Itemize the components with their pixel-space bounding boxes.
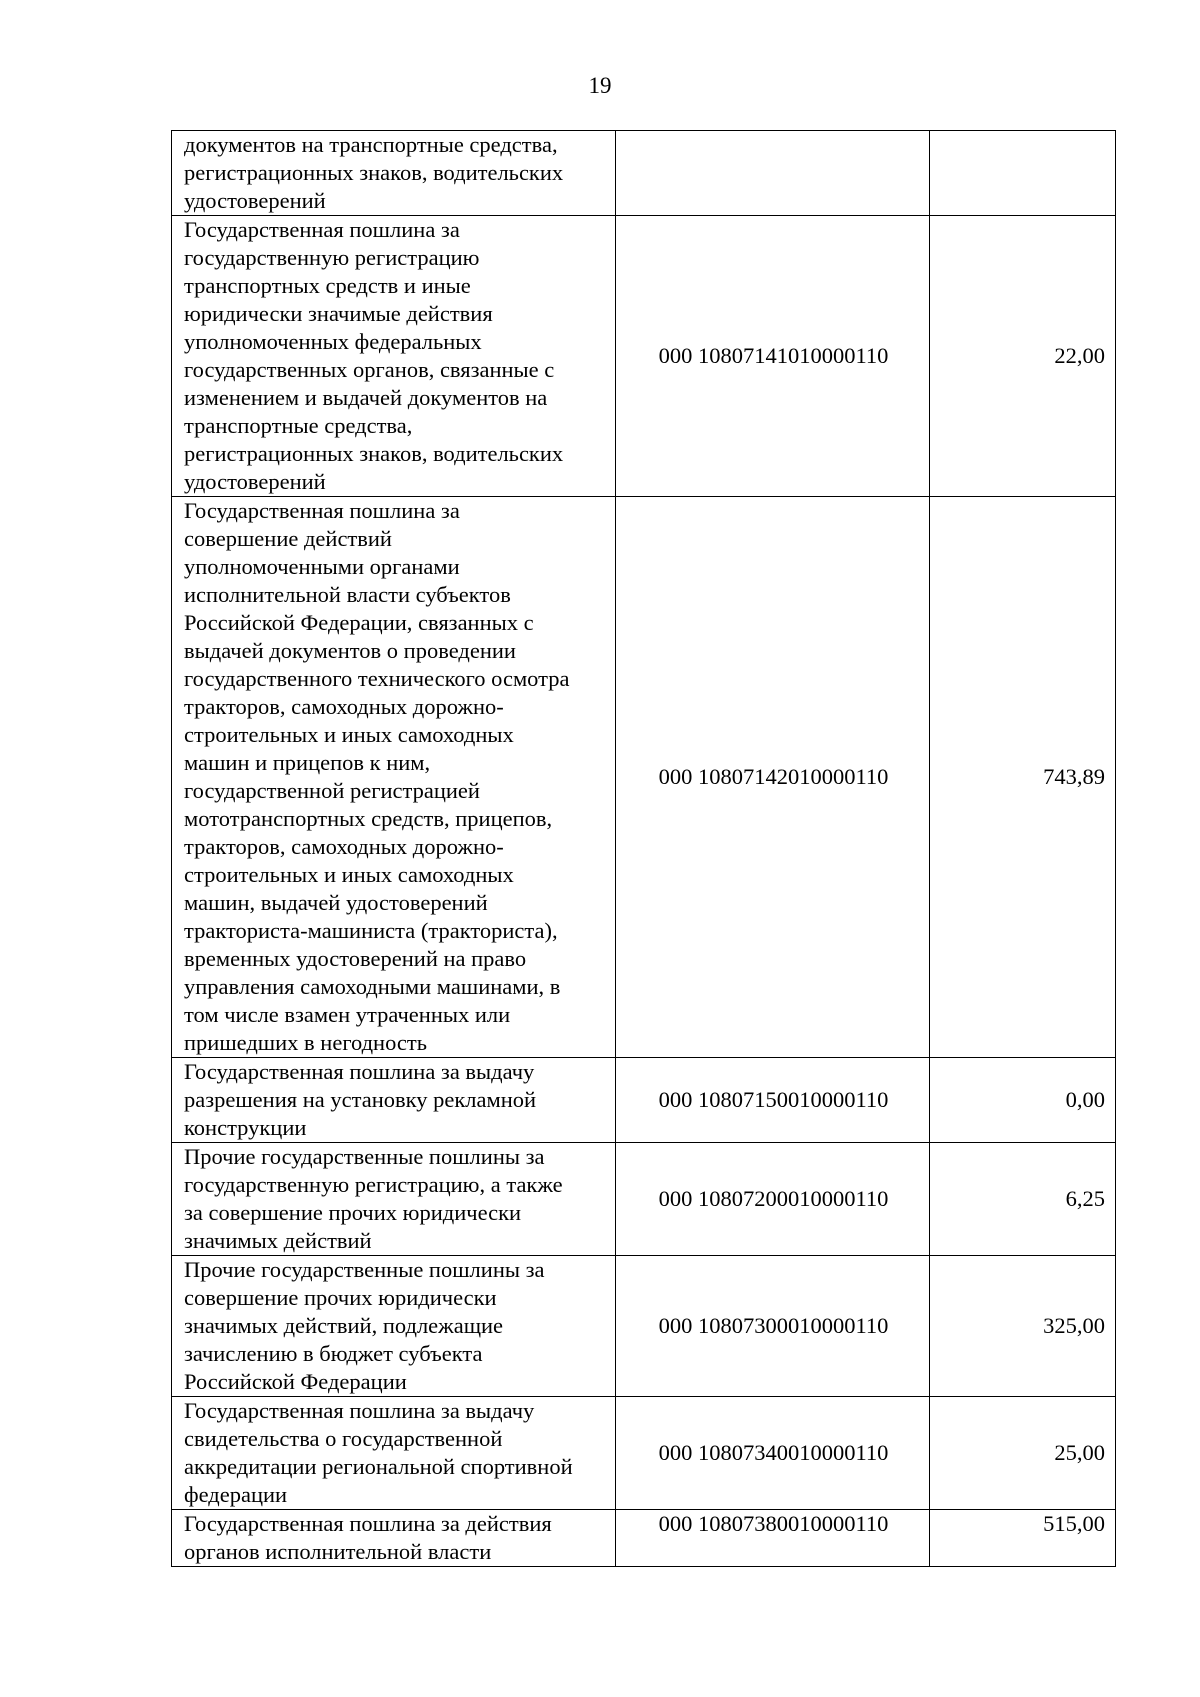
table-row xyxy=(172,131,1116,216)
revenue-code-cell: 000 10807141010000110 xyxy=(616,216,930,497)
revenue-sum-cell: 743,89 xyxy=(930,497,1116,1058)
page-number: 19 xyxy=(588,73,612,98)
revenue-code-cell: 000 10807200010000110 xyxy=(616,1143,930,1256)
revenue-name-cell: Государственная пошлина за государственную регистрацию транспортных средств и иные юридически значимые действия уполномоченных федеральных государственных органов, связанные с изменением и выдачей документов на транспортные средства, регистрационных знаков, водительских удостоверений xyxy=(172,216,616,497)
revenue-sum-cell xyxy=(930,131,1116,216)
revenue-name-cell: Государственная пошлина за выдачу свидетельства о государственной аккредитации региональной спортивной федерации xyxy=(172,1397,616,1510)
revenue-name-cell: документов на транспортные средства, регистрационных знаков, водительских удостоверений xyxy=(172,131,616,216)
revenue-sum-cell: 325,00 xyxy=(930,1256,1116,1397)
revenue-code-cell: 000 10807340010000110 xyxy=(616,1397,930,1510)
revenue-code-cell: 000 10807380010000110 xyxy=(616,1510,930,1567)
budget-revenue-table xyxy=(171,130,1116,1567)
table-row xyxy=(172,1510,1116,1567)
revenue-sum-cell: 25,00 xyxy=(930,1397,1116,1510)
revenue-code-cell xyxy=(616,131,930,216)
table-row xyxy=(172,1256,1116,1397)
revenue-code-cell: 000 10807150010000110 xyxy=(616,1058,930,1143)
revenue-code-cell: 000 10807142010000110 xyxy=(616,497,930,1058)
revenue-sum-cell: 6,25 xyxy=(930,1143,1116,1256)
table-row xyxy=(172,497,1116,1058)
table-row xyxy=(172,1058,1116,1143)
table-row xyxy=(172,216,1116,497)
revenue-name-cell: Прочие государственные пошлины за государственную регистрацию, а также за совершение прочих юридически значимых действий xyxy=(172,1143,616,1256)
revenue-sum-cell: 0,00 xyxy=(930,1058,1116,1143)
revenue-code-cell: 000 10807300010000110 xyxy=(616,1256,930,1397)
table-row xyxy=(172,1143,1116,1256)
revenue-sum-cell: 22,00 xyxy=(930,216,1116,497)
revenue-name-cell: Государственная пошлина за действия органов исполнительной власти xyxy=(172,1510,616,1567)
revenue-name-cell: Государственная пошлина за выдачу разрешения на установку рекламной конструкции xyxy=(172,1058,616,1143)
revenue-sum-cell: 515,00 xyxy=(930,1510,1116,1567)
revenue-name-cell: Прочие государственные пошлины за совершение прочих юридически значимых действий, подлежащие зачислению в бюджет субъекта Российской Федерации xyxy=(172,1256,616,1397)
revenue-name-cell: Государственная пошлина за совершение действий уполномоченными органами исполнительной власти субъектов Российской Федерации, связанных с выдачей документов о проведении государственного технического осмотра тракторов, самоходных дорожно- строительных и иных самоходных машин и прицепов к ним, государственной регистрацией мототранспортных средств, прицепов, тракторов, самоходных дорожно- строительных и иных самоходных машин, выдачей удостоверений тракториста-машиниста (тракториста), временных удостоверений на право управления самоходными машинами, в том числе взамен утраченных или пришедших в негодность xyxy=(172,497,616,1058)
table-row xyxy=(172,1397,1116,1510)
